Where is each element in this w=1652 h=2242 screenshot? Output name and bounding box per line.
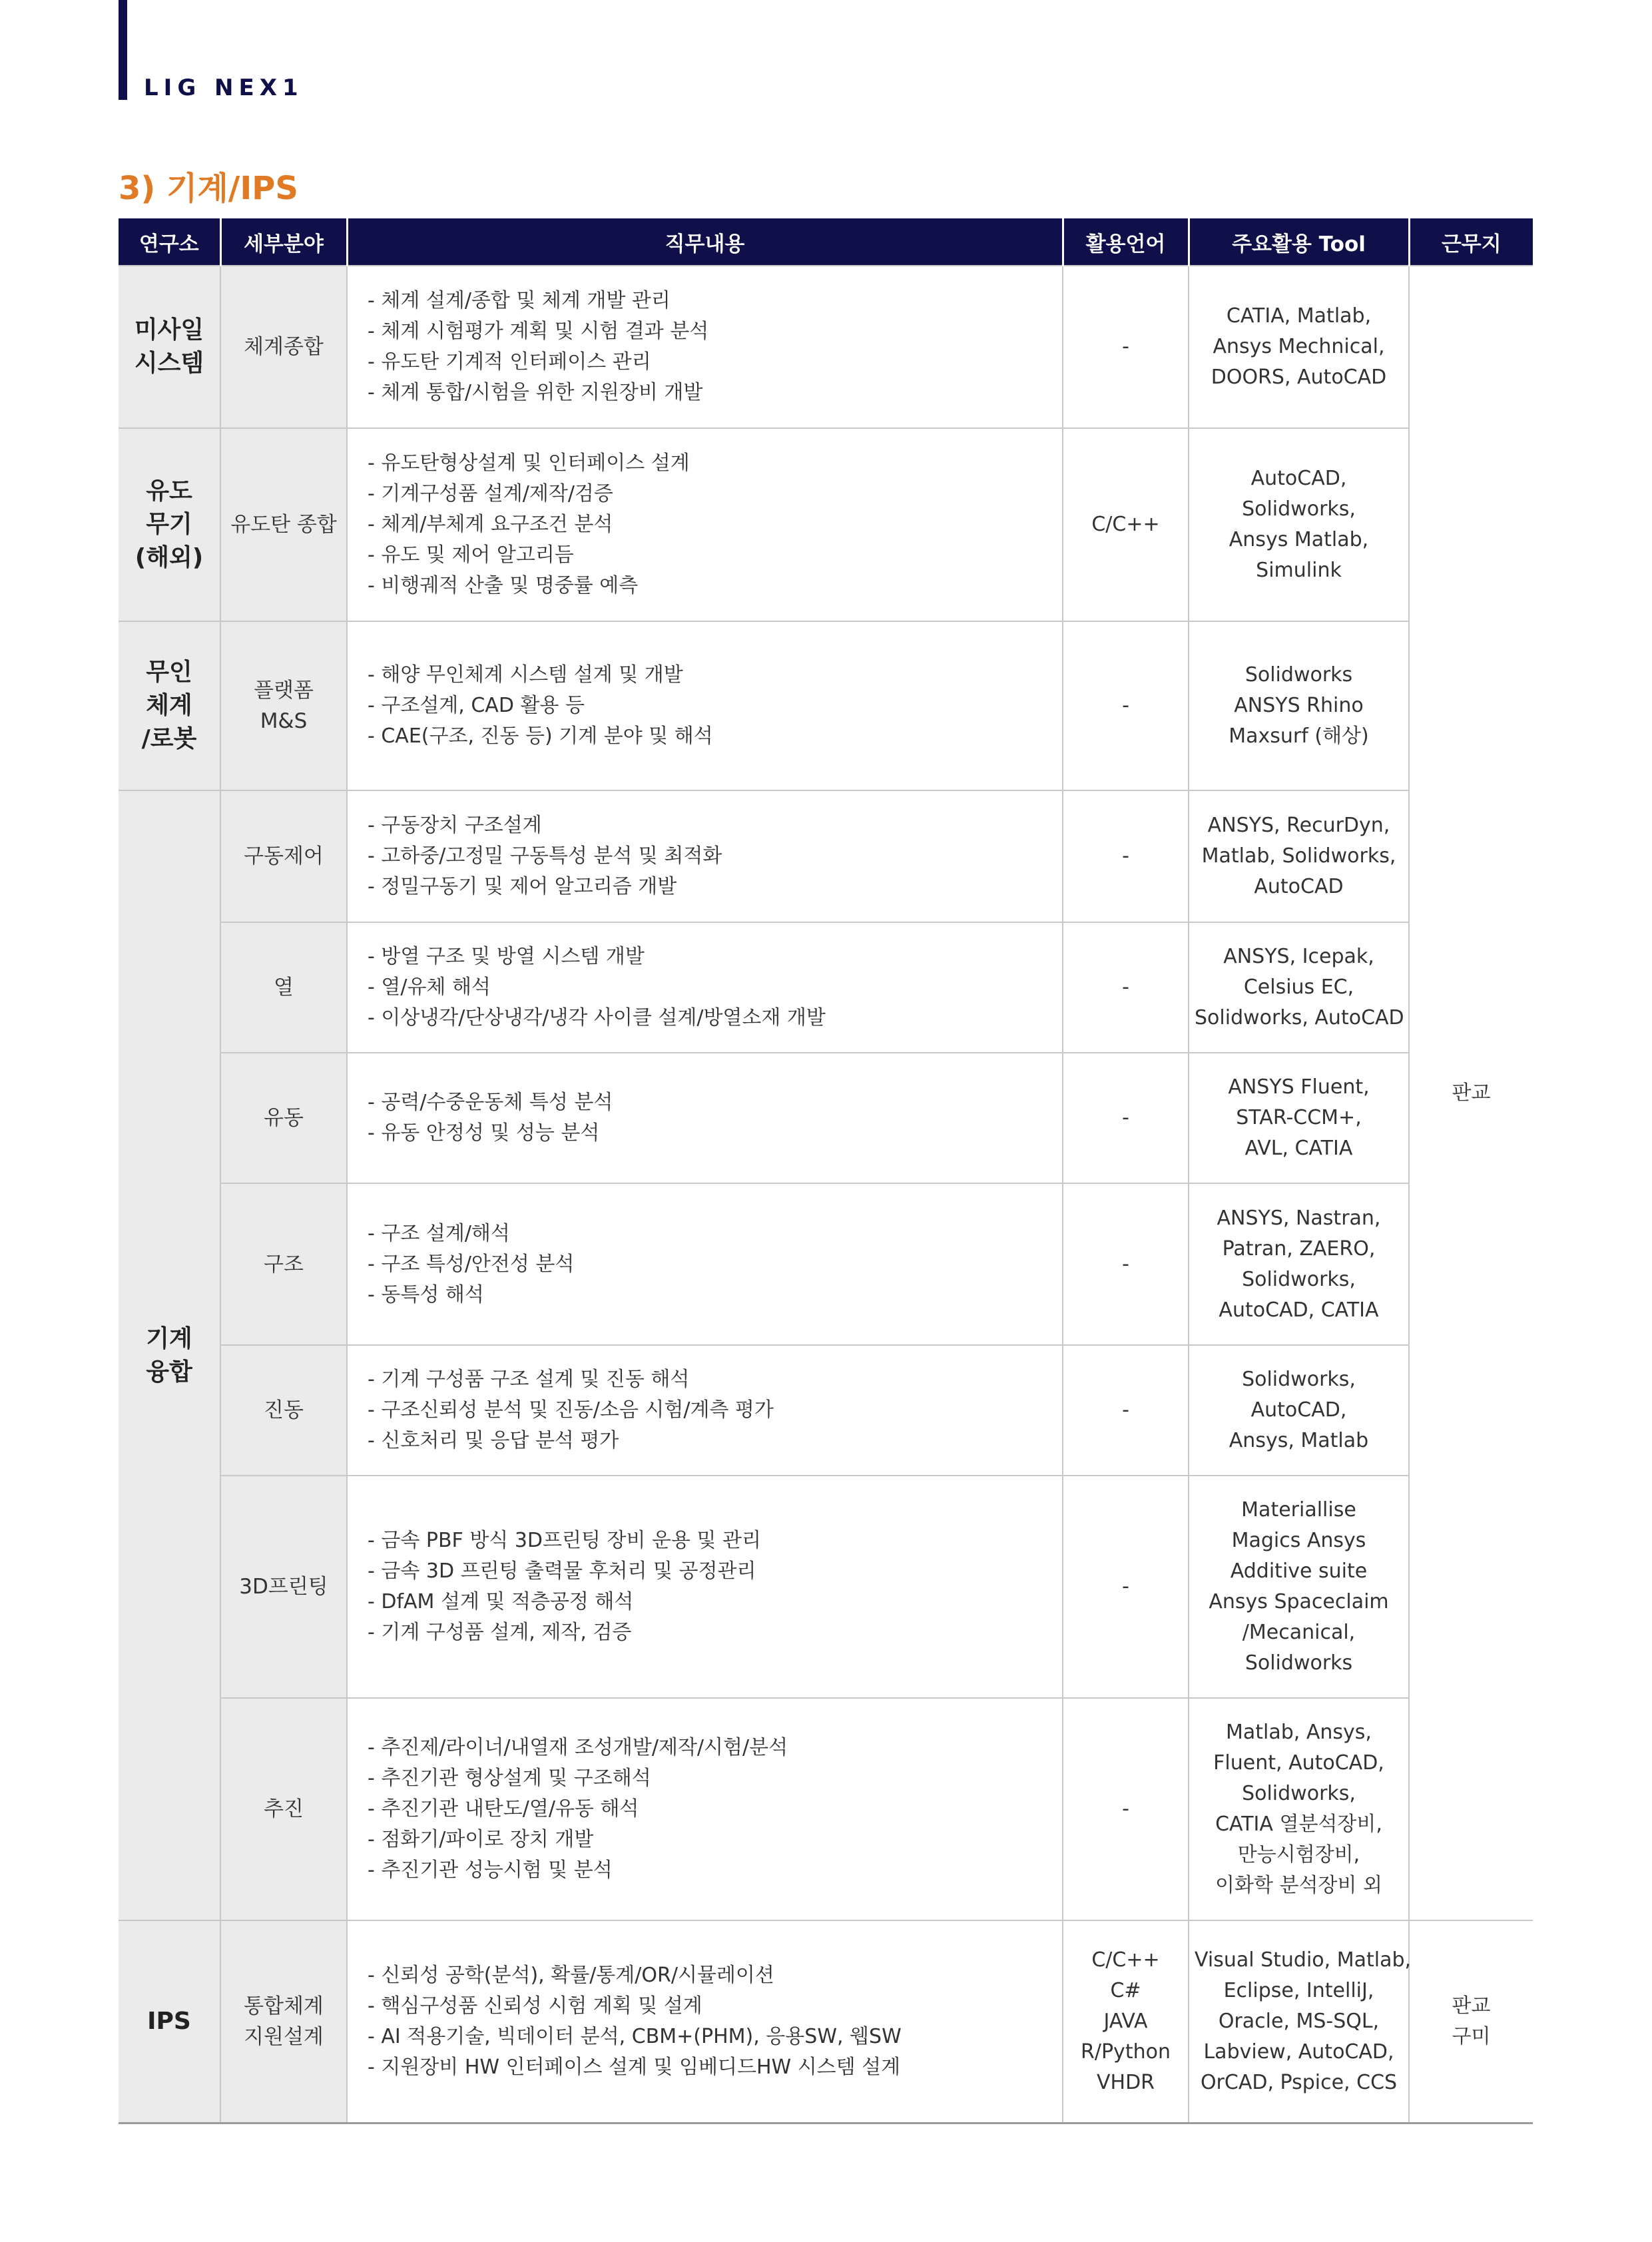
header-tools: 주요활용 Tool [1189, 218, 1409, 266]
subfield-cell: 통합체계 지원설계 [220, 1920, 347, 2123]
tools-cell: AutoCAD, Solidworks, Ansys Matlab, Simulink [1189, 428, 1409, 621]
section-title: 3) 기계/IPS [119, 170, 298, 207]
language-cell: - [1063, 1183, 1189, 1345]
duties-cell: - 추진제/라이너/내열재 조성개발/제작/시험/분석 - 추진기관 형상설계 및 구조해석 - 추진기관 내탄도/열/유동 해석 - 점화기/파이로 장치 개발 - 추진기관 성능시험 및 분석 [347, 1698, 1063, 1920]
tools-cell: Visual Studio, Matlab, Eclipse, IntelliJ, Oracle, MS-SQL, Labview, AutoCAD, OrCAD, Pspice, CCS [1189, 1920, 1409, 2123]
duties-cell: - 금속 PBF 방식 3D프린팅 장비 운용 및 관리 - 금속 3D 프린팅 출력물 후처리 및 공정관리 - DfAM 설계 및 적층공정 해석 - 기계 구성품 설계, 제작, 검증 [347, 1476, 1063, 1698]
table-row [119, 790, 1533, 922]
duties-cell: - 구동장치 구조설계 - 고하중/고정밀 구동특성 분석 및 최적화 - 정밀구동기 및 제어 알고리즘 개발 [347, 790, 1063, 922]
tools-cell: CATIA, Matlab, Ansys Mechnical, DOORS, AutoCAD [1189, 266, 1409, 428]
tools-cell: ANSYS, RecurDyn, Matlab, Solidworks, AutoCAD [1189, 790, 1409, 922]
subfield-cell: 유동 [220, 1053, 347, 1183]
subfield-cell: 3D프린팅 [220, 1476, 347, 1698]
duties-cell: - 기계 구성품 구조 설계 및 진동 해석 - 구조신뢰성 분석 및 진동/소음 시험/계측 평가 - 신호처리 및 응답 분석 평가 [347, 1345, 1063, 1476]
header-subfield: 세부분야 [220, 218, 347, 266]
table-row [119, 266, 1533, 428]
duties-cell: - 신뢰성 공학(분석), 확률/통계/OR/시뮬레이션 - 핵심구성품 신뢰성 시험 계획 및 설계 - AI 적용기술, 빅데이터 분석, CBM+(PHM), 응용SW, 웹SW - 지원장비 HW 인터페이스 설계 및 임베디드HW 시스템 설계 [347, 1920, 1063, 2123]
header-accent-bar [119, 0, 127, 100]
subfield-cell: 진동 [220, 1345, 347, 1476]
subfield-cell: 유도탄 종합 [220, 428, 347, 621]
language-cell: - [1063, 1476, 1189, 1698]
tools-cell: Solidworks, AutoCAD, Ansys, Matlab [1189, 1345, 1409, 1476]
duties-cell: - 해양 무인체계 시스템 설계 및 개발 - 구조설계, CAD 활용 등 - CAE(구조, 진동 등) 기계 분야 및 해석 [347, 621, 1063, 790]
language-cell: C/C++ C# JAVA R/Python VHDR [1063, 1920, 1189, 2123]
table-header-row [119, 218, 1533, 266]
language-cell: - [1063, 922, 1189, 1053]
header-language: 활용언어 [1063, 218, 1189, 266]
table-row [119, 1345, 1533, 1476]
header-location: 근무지 [1409, 218, 1533, 266]
header-lab: 연구소 [119, 218, 220, 266]
table-row [119, 1698, 1533, 1920]
duties-cell: - 공력/수중운동체 특성 분석 - 유동 안정성 및 성능 분석 [347, 1053, 1063, 1183]
duties-cell: - 구조 설계/해석 - 구조 특성/안전성 분석 - 동특성 해석 [347, 1183, 1063, 1345]
subfield-cell: 구조 [220, 1183, 347, 1345]
language-cell: C/C++ [1063, 428, 1189, 621]
job-table [119, 218, 1533, 2124]
table-row [119, 621, 1533, 790]
duties-cell: - 체계 설계/종합 및 체계 개발 관리 - 체계 시험평가 계획 및 시험 결과 분석 - 유도탄 기계적 인터페이스 관리 - 체계 통합/시험을 위한 지원장비 개발 [347, 266, 1063, 428]
tools-cell: ANSYS, Nastran, Patran, ZAERO, Solidworks, AutoCAD, CATIA [1189, 1183, 1409, 1345]
tools-cell: Solidworks ANSYS Rhino Maxsurf (해상) [1189, 621, 1409, 790]
header-duties: 직무내용 [347, 218, 1063, 266]
lab-cell: 기계 융합 [119, 790, 220, 1920]
table-row [119, 922, 1533, 1053]
tools-cell: ANSYS Fluent, STAR-CCM+, AVL, CATIA [1189, 1053, 1409, 1183]
language-cell: - [1063, 621, 1189, 790]
duties-cell: - 방열 구조 및 방열 시스템 개발 - 열/유체 해석 - 이상냉각/단상냉각/냉각 사이클 설계/방열소재 개발 [347, 922, 1063, 1053]
duties-cell: - 유도탄형상설계 및 인터페이스 설계 - 기계구성품 설계/제작/검증 - 체계/부체계 요구조건 분석 - 유도 및 제어 알고리듬 - 비행궤적 산출 및 명중률 예측 [347, 428, 1063, 621]
lab-cell: IPS [119, 1920, 220, 2123]
tools-cell: ANSYS, Icepak, Celsius EC, Solidworks, AutoCAD [1189, 922, 1409, 1053]
subfield-cell: 추진 [220, 1698, 347, 1920]
language-cell: - [1063, 1053, 1189, 1183]
table-row [119, 1476, 1533, 1698]
brand-logo-text: LIG NEX1 [144, 75, 304, 101]
table-row [119, 1920, 1533, 2123]
table-row [119, 1053, 1533, 1183]
location-cell: 판교 구미 [1409, 1920, 1533, 2123]
tools-cell: Matlab, Ansys, Fluent, AutoCAD, Solidworks, CATIA 열분석장비, 만능시험장비, 이화학 분석장비 외 [1189, 1698, 1409, 1920]
language-cell: - [1063, 266, 1189, 428]
lab-cell: 유도 무기 (해외) [119, 428, 220, 621]
subfield-cell: 체계종합 [220, 266, 347, 428]
location-cell: 판교 [1409, 266, 1533, 1920]
subfield-cell: 구동제어 [220, 790, 347, 922]
table-row [119, 428, 1533, 621]
subfield-cell: 열 [220, 922, 347, 1053]
subfield-cell: 플랫폼 M&S [220, 621, 347, 790]
lab-cell: 미사일 시스템 [119, 266, 220, 428]
language-cell: - [1063, 1345, 1189, 1476]
language-cell: - [1063, 1698, 1189, 1920]
table-row [119, 1183, 1533, 1345]
lab-cell: 무인 체계 /로봇 [119, 621, 220, 790]
language-cell: - [1063, 790, 1189, 922]
tools-cell: Materiallise Magics Ansys Additive suite Ansys Spaceclaim /Mecanical, Solidworks [1189, 1476, 1409, 1698]
